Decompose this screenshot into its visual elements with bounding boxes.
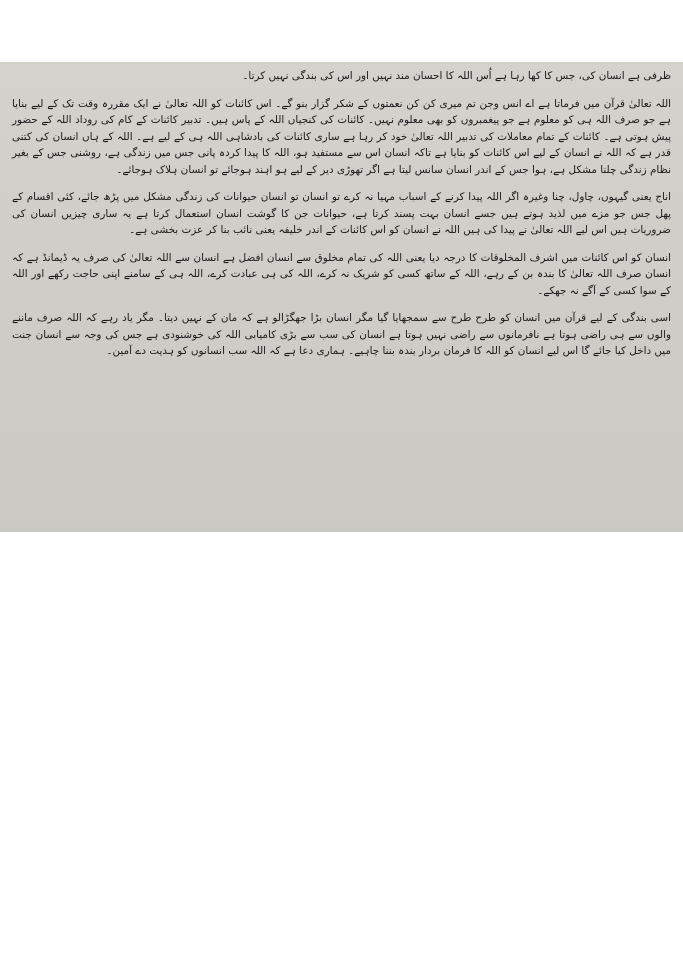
paragraph-3: اناج یعنی گیہوں، چاول، چنا وغیرہ اگر اللہ پیدا کرنے کے اسباب مہیا نہ کرے تو انسان تو انسان حیوانات کی زندگی مشکل میں پڑھ جائے، کئی اقسام کے پھل جس جو مزے میں لذید ہوتے ہیں جسے انسان بہت پسند کرتا ہے، حیوانات جن کا گوشت انسان استعمال کرتا ہے یہ ساری چیزیں انسان کی ضروریات ہیں اس لیے اللہ تعالیٰ نے پیدا کی ہیں اللہ نے انسان کو اس کائنات کے اندر خلیفہ یعنی نائب بنا کر عزت بخشی ہے۔ [12,191,671,236]
paragraph-2: اللہ تعالیٰ قرآن میں فرماتا ہے اے انس وجن تم میری کن کن نعمتوں کے شکر گزار بنو گے۔ اس کائنات کو اللہ تعالیٰ نے ایک مقررہ وقت تک کے لیے بنایا ہے جو صرف اللہ ہی کو معلوم ہے جو پیغمبروں کو بھی معلوم نہیں۔ کائنات کی کنجیاں اللہ کے پاس ہیں۔ تدبیر کائنات کے کام کی روداد اللہ کے حضور پیش ہوتی ہے۔ کائنات کے تمام معاملات کی تدبیر اللہ تعالیٰ خود کر رہا ہے ساری کائنات کی بادشاہی اللہ ہی کے لیے ہے۔ اللہ کے ہاں انسان کی کتنی قدر ہے کہ اللہ نے انسان کے لیے اس کائنات کو بنایا ہے تاکہ انسان اس سے مستفید ہو، اللہ کا پیدا کردہ پانی جس میں زندگی ہے، روشنی جس کے بغیر نظام زندگی چلنا مشکل ہے، ہوا جس کے اندر انسان سانس لیتا ہے اگر تھوڑی دیر کے لیے ہو اہند ہوجائے تو انسان ہلاک ہوجائے۔ [12,97,671,176]
paragraph-1: ظرفی ہے انسان کی، جس کا کھا رہا ہے اُس اللہ کا احسان مند نہیں اور اس کی بندگی نہیں کرتا۔ [242,70,671,82]
paragraph-4: انسان کو اس کائنات میں اشرف المخلوقات کا درجہ دیا یعنی اللہ کی تمام مخلوق سے انسان افضل ہے انسان سے اللہ تعالیٰ کی صرف یہ ڈیمانڈ ہے کہ انسان صرف اللہ تعالیٰ کا بندہ بن کے رہے، اللہ کے ساتھ کسی کو شریک نہ کرے، اللہ کی ہی عبادت کرے، اللہ ہی کے سامنے اپنی حاجت رکھے اور اللہ کے سوا کسی کے آگے نہ جھکے۔ [12,251,671,297]
article-text-panel [0,62,683,532]
paragraph-5: اسی بندگی کے لیے قرآن میں انسان کو طرح طرح سے سمجھایا گیا مگر انسان بڑا جھگڑالو ہے کہ مان کے نہیں دیتا۔ مگر یاد رہے کہ اللہ صرف ماننے والوں سے ہی راضی ہوتا ہے نافرمانوں سے راضی نہیں ہوتا ہے انسان کی سب سے بڑی کامیابی اللہ کی خوشنودی ہے جس کی وجہ سے انسان جنت میں داخل کیا جائے گا اس لیے انسان کو اللہ کا فرمان بردار بندہ بننا چاہیے۔ ہماری دعا ہے کہ اللہ سب انسانوں کو ہدیت دے آمین۔ [12,312,671,357]
